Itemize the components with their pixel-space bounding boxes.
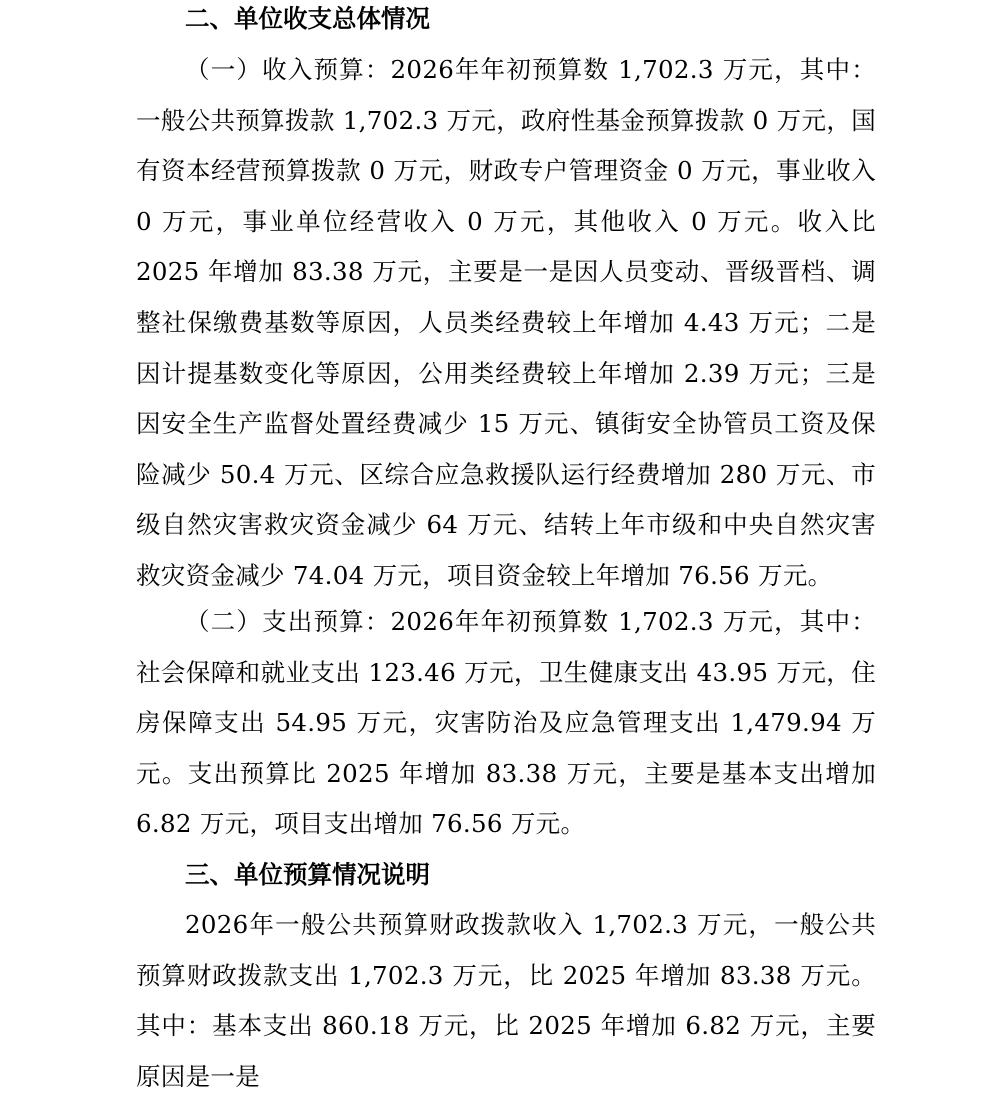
- income-budget-paragraph: （一）收入预算：2026年年初预算数 1,702.3 万元，其中：一般公共预算拨款 1,702.3 万元，政府性基金预算拨款 0 万元，国有资本经营预算拨款 0 万元，财政专户管理资金 0 万元，事业收入 0 万元，事业单位经营收入 0 万元，其他收入 0 万元。收入比 2025 年增加 83.38 万元，主要是一是因人员变动、晋级晋档、调整社保缴费基数等原因，人员类经费较上年增加 4.43 万元；二是因计提基数变化等原因，公用类经费较上年增加 2.39 万元；三是因安全生产监督处置经费减少 15 万元、镇街安全协管员工资及保险减少 50.4 万元、区综合应急救援队运行经费增加 280 万元、市级自然灾害救灾资金减少 64 万元、结转上年市级和中央自然灾害救灾资金减少 74.04 万元，项目资金较上年增加 76.56 万元。: [136, 55, 876, 590]
- section-heading-unit-overview: 二、单位收支总体情况: [185, 4, 430, 33]
- budget-explanation-paragraph: 2026年一般公共预算财政拨款收入 1,702.3 万元，一般公共预算财政拨款支出 1,702.3 万元，比 2025 年增加 83.38 万元。其中：基本支出 860.18 万元，比 2025 年增加 6.82 万元，主要原因是一是: [136, 910, 876, 1091]
- section-heading-unit-budget: 三、单位预算情况说明: [185, 860, 430, 889]
- expenditure-budget-paragraph: （二）支出预算：2026年年初预算数 1,702.3 万元，其中：社会保障和就业支出 123.46 万元，卫生健康支出 43.95 万元，住房保障支出 54.95 万元，灾害防治及应急管理支出 1,479.94 万元。支出预算比 2025 年增加 83.38 万元，主要是基本支出增加 6.82 万元，项目支出增加 76.56 万元。: [136, 607, 876, 839]
